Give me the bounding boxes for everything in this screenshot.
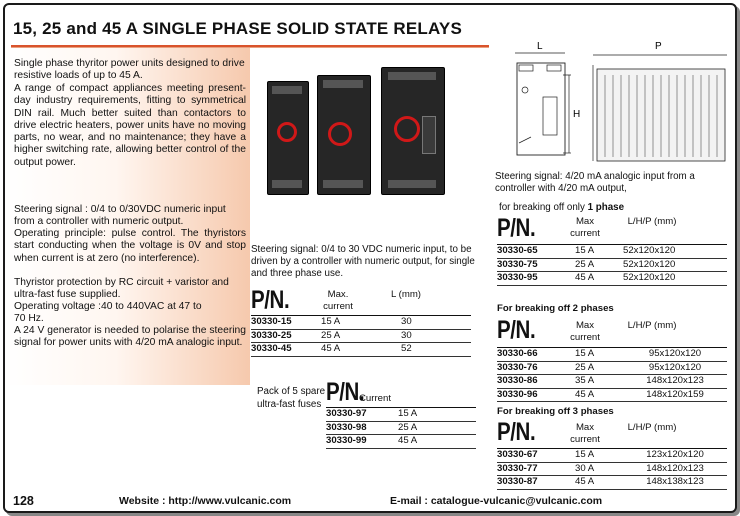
intro-paragraph-4: Operating principle: pulse control. The thyristors start conducting when the voltage is 0V and stop when current is at zero (no interference). xyxy=(14,228,246,264)
analog-lhp-header-1: L/H/P (mm) xyxy=(627,216,677,227)
current-cell: 25 A xyxy=(398,421,476,435)
analog-section-2: For breaking off 2 phases xyxy=(497,303,614,314)
table-row xyxy=(326,435,476,449)
part-number-cell: 30330-66 xyxy=(497,348,575,362)
part-number-cell: 30330-76 xyxy=(497,361,575,375)
current-cell: 15 A xyxy=(398,408,476,422)
length-cell: 30 xyxy=(401,316,471,330)
intro-paragraph-2: A range of compact appliances meeting present-day industry requirements, fitting to symmetrical DIN rail. Much better suited than contactors to drive electric heaters, power units have no moving parts, no wear, and no maintenance; they have a higher switching rate, allowing better control of the output power. xyxy=(14,83,246,168)
table-row xyxy=(497,361,727,375)
analog-lhp-header-3: L/H/P (mm) xyxy=(627,422,677,433)
relay-logo-icon xyxy=(394,116,420,142)
part-number-cell: 30330-15 xyxy=(251,316,321,330)
current-cell: 30 A xyxy=(575,462,623,476)
page-title: 15, 25 and 45 A SINGLE PHASE SOLID STATE RELAYS xyxy=(13,19,462,38)
relay-terminal xyxy=(272,86,302,94)
current-cell: 35 A xyxy=(575,375,623,389)
table-row xyxy=(251,316,471,330)
dimension-cell: 95x120x120 xyxy=(623,361,727,375)
current-cell: 25 A xyxy=(575,361,623,375)
page-number: 128 xyxy=(13,494,34,508)
numeric-table xyxy=(251,315,471,357)
dimension-cell: 148x120x123 xyxy=(623,375,727,389)
table-row xyxy=(326,421,476,435)
current-cell: 15 A xyxy=(575,449,623,463)
current-cell: 45 A xyxy=(575,272,623,286)
analog-table-1 xyxy=(497,244,727,286)
numeric-current-header: Max. current xyxy=(323,289,353,312)
part-number-cell: 30330-96 xyxy=(497,388,575,402)
footer-email[interactable]: E-mail : catalogue-vulcanic@vulcanic.com xyxy=(390,495,603,507)
part-number-cell: 30330-77 xyxy=(497,462,575,476)
current-cell: 15 A xyxy=(321,316,401,330)
dim-h-label: H xyxy=(573,109,581,120)
dimension-cell: 148x120x159 xyxy=(623,388,727,402)
dimension-cell: 148x120x123 xyxy=(623,462,727,476)
length-cell: 52 xyxy=(401,343,471,357)
relay-terminal xyxy=(388,72,436,80)
side-view-drawing xyxy=(593,55,727,161)
footer-website[interactable]: Website : http://www.vulcanic.com xyxy=(119,495,292,507)
dimension-cell: 148x138x123 xyxy=(623,476,727,490)
analog-section-1-bold: 1 phase xyxy=(587,202,625,213)
intro-paragraph-7: A 24 V generator is needed to polarise the steering signal for power units with 4/20 mA analogic input. xyxy=(14,325,246,349)
fuse-current-header: Current xyxy=(359,393,391,404)
relay-terminal xyxy=(323,80,363,88)
relay-terminal xyxy=(272,180,302,188)
analog-section-3: For breaking off 3 phases xyxy=(497,406,614,417)
intro-paragraph-5: Thyristor protection by RC circuit + varistor and ultra-fast fuse supplied. xyxy=(14,277,229,301)
dimension-cell: 52x120x120 xyxy=(623,272,727,286)
numeric-l-header: L (mm) xyxy=(390,289,422,300)
table-row xyxy=(251,343,471,357)
intro-paragraph-3: Steering signal : 0/4 to 0/30VDC numeric input from a controller with numeric output. xyxy=(14,204,226,228)
relay-logo-icon xyxy=(328,122,352,146)
analog-caption: Steering signal: 4/20 mA analogic input from a controller with 4/20 mA output, xyxy=(495,171,695,194)
part-number-cell: 30330-95 xyxy=(497,272,575,286)
part-number-cell: 30330-98 xyxy=(326,421,398,435)
part-number-cell: 30330-86 xyxy=(497,375,575,389)
numeric-pn-heading: P/N. xyxy=(251,286,290,314)
dimension-cell: 52x120x120 xyxy=(623,258,727,272)
current-cell: 25 A xyxy=(575,258,623,272)
part-number-cell: 30330-67 xyxy=(497,449,575,463)
dim-l-label: L xyxy=(537,41,543,52)
part-number-cell: 30330-25 xyxy=(251,329,321,343)
table-row xyxy=(497,258,727,272)
current-cell: 25 A xyxy=(321,329,401,343)
current-cell: 45 A xyxy=(575,388,623,402)
analog-current-header-2: Max current xyxy=(570,320,600,343)
current-cell: 45 A xyxy=(398,435,476,449)
table-row xyxy=(251,329,471,343)
intro-paragraph-6b: 70 Hz. xyxy=(14,313,44,324)
table-row xyxy=(497,449,727,463)
relay-label-panel xyxy=(422,116,436,154)
table-row xyxy=(326,408,476,422)
relay-15a-image xyxy=(267,81,309,195)
current-cell: 45 A xyxy=(321,343,401,357)
dimension-diagram xyxy=(495,35,735,165)
dimension-cell: 52x120x120 xyxy=(623,245,727,259)
analog-pn-heading-1: P/N. xyxy=(497,214,536,242)
current-cell: 45 A xyxy=(575,476,623,490)
part-number-cell: 30330-45 xyxy=(251,343,321,357)
current-cell: 15 A xyxy=(575,348,623,362)
fuse-table xyxy=(326,407,476,449)
length-cell: 30 xyxy=(401,329,471,343)
table-row xyxy=(497,462,727,476)
relay-25a-image xyxy=(317,75,371,195)
table-row xyxy=(497,375,727,389)
title-underline-shadow xyxy=(11,47,489,48)
relay-terminal xyxy=(323,180,363,188)
current-cell: 15 A xyxy=(575,245,623,259)
analog-lhp-header-2: L/H/P (mm) xyxy=(627,320,677,331)
part-number-cell: 30330-65 xyxy=(497,245,575,259)
relay-terminal xyxy=(388,180,436,188)
analog-section-1-text: for breaking off only xyxy=(499,202,588,213)
analog-current-header-3: Max current xyxy=(570,422,600,445)
part-number-cell: 30330-87 xyxy=(497,476,575,490)
analog-table-3 xyxy=(497,448,727,490)
product-photo xyxy=(267,67,445,202)
table-row xyxy=(497,245,727,259)
dimension-cell: 95x120x120 xyxy=(623,348,727,362)
part-number-cell: 30330-97 xyxy=(326,408,398,422)
analog-current-header-1: Max current xyxy=(570,216,600,239)
fuse-pn-heading: P/N. xyxy=(326,378,365,406)
relay-45a-image xyxy=(381,67,445,195)
analog-table-2 xyxy=(497,347,727,402)
table-row xyxy=(497,272,727,286)
relay-logo-icon xyxy=(277,122,297,142)
analog-section-1 xyxy=(499,202,624,214)
intro-paragraph-6a: Operating voltage :40 to 440VAC at 47 to xyxy=(14,301,202,312)
table-row xyxy=(497,476,727,490)
table-row xyxy=(497,348,727,362)
catalogue-page xyxy=(3,3,737,513)
intro-paragraph-1: Single phase thyritor power units designed to drive resistive loads of up to 45 A. xyxy=(14,58,245,82)
analog-pn-heading-2: P/N. xyxy=(497,316,536,344)
part-number-cell: 30330-75 xyxy=(497,258,575,272)
fuse-pack-label: Pack of 5 spare ultra-fast fuses xyxy=(257,386,326,410)
dimension-cell: 123x120x120 xyxy=(623,449,727,463)
table-row xyxy=(497,388,727,402)
part-number-cell: 30330-99 xyxy=(326,435,398,449)
dim-p-label: P xyxy=(655,41,662,52)
analog-pn-heading-3: P/N. xyxy=(497,418,536,446)
numeric-caption: Steering signal: 0/4 to 30 VDC numeric input, to be driven by a controller with numeric output, for single and three phase use. xyxy=(251,244,475,279)
front-view-drawing xyxy=(515,53,571,155)
